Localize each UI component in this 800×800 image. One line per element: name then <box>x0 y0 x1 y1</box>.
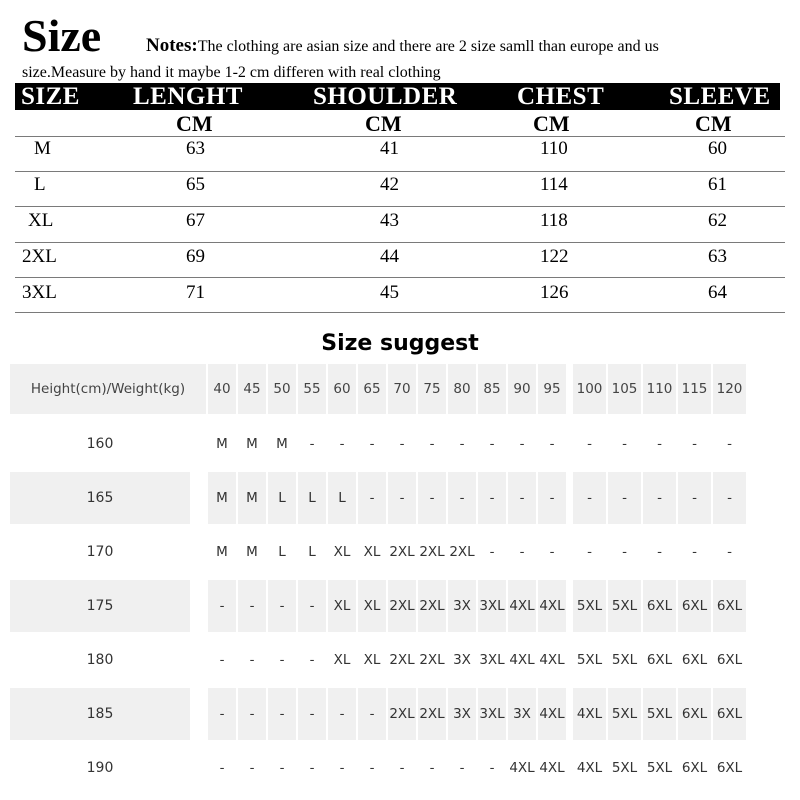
size-suggest-cell: - <box>573 472 606 524</box>
size-suggest-cell: - <box>459 760 465 776</box>
size-suggest-cell: M <box>238 472 266 524</box>
size-suggest-cell: - <box>549 544 555 560</box>
size-suggest-cell: - <box>727 544 732 560</box>
size-suggest-cell: - <box>219 652 225 668</box>
measure-cell: 43 <box>380 210 399 231</box>
weight-header: 120 <box>713 364 746 414</box>
measure-cell: 122 <box>540 246 569 267</box>
size-suggest-cell: 3XL <box>478 580 506 632</box>
size-suggest-cell: 2XL <box>418 580 446 632</box>
size-suggest-cell: - <box>657 436 662 452</box>
size-suggest-cell: 2XL <box>389 544 415 560</box>
table-rule <box>15 206 785 207</box>
size-suggest-cell: - <box>587 544 592 560</box>
measure-cell: 64 <box>708 282 727 303</box>
size-suggest-cell: - <box>692 544 697 560</box>
size-suggest-cell: - <box>549 436 555 452</box>
size-suggest-cell: - <box>309 436 315 452</box>
size-suggest-cell: 4XL <box>538 688 566 740</box>
notes-label: Notes: <box>146 35 198 56</box>
size-suggest-cell: - <box>339 436 345 452</box>
size-suggest-cell: 3X <box>448 688 476 740</box>
size-suggest-cell: 6XL <box>716 760 743 776</box>
notes-line2: size.Measure by hand it maybe 1-2 cm differen with real clothing <box>22 64 441 81</box>
size-suggest-cell: - <box>519 544 525 560</box>
size-suggest-cell: XL <box>328 580 356 632</box>
size-suggest-cell: - <box>279 652 285 668</box>
size-cell: 3XL <box>22 282 57 303</box>
size-suggest-cell: - <box>208 688 236 740</box>
size-suggest-cell: 2XL <box>389 652 415 668</box>
size-suggest-cell: - <box>309 652 315 668</box>
size-suggest-cell: - <box>249 652 255 668</box>
size-suggest-cell: 2XL <box>419 652 445 668</box>
size-suggest-cell: 5XL <box>611 652 638 668</box>
measure-cell: 42 <box>380 174 399 195</box>
size-suggest-cell: XL <box>363 544 381 560</box>
page-title: Size <box>22 10 102 61</box>
size-suggest-cell: 4XL <box>509 760 535 776</box>
measure-cell: 63 <box>186 138 205 159</box>
size-suggest-title: Size suggest <box>321 331 479 356</box>
size-suggest-cell: 4XL <box>508 580 536 632</box>
header-shoulder: SHOULDER <box>313 83 458 110</box>
size-suggest-cell: M <box>208 472 236 524</box>
size-suggest-cell: - <box>249 760 255 776</box>
size-suggest-cell: 5XL <box>608 688 641 740</box>
size-suggest-cell: 6XL <box>678 688 711 740</box>
header-chest: CHEST <box>517 83 605 110</box>
size-suggest-cell: - <box>279 760 285 776</box>
height-label: 165 <box>10 472 190 524</box>
weight-header: 100 <box>573 364 606 414</box>
measure-cell: 110 <box>540 138 568 159</box>
size-suggest-cell: 4XL <box>576 760 603 776</box>
size-suggest-cell: M <box>276 436 288 452</box>
size-suggest-cell: M <box>246 544 258 560</box>
size-suggest-cell: 4XL <box>538 580 566 632</box>
weight-header: 95 <box>538 364 566 414</box>
measure-cell: 60 <box>708 138 727 159</box>
size-suggest-cell: - <box>369 760 375 776</box>
size-suggest-cell: - <box>399 760 405 776</box>
size-suggest-cell: - <box>587 436 592 452</box>
size-suggest-cell: 3XL <box>479 652 505 668</box>
size-suggest-cell: - <box>298 688 326 740</box>
size-suggest-cell: - <box>339 760 345 776</box>
height-label: 190 <box>86 760 114 776</box>
size-suggest-cell: L <box>308 544 316 560</box>
size-suggest-cell: 6XL <box>643 580 676 632</box>
size-suggest-cell: 5XL <box>646 760 673 776</box>
size-cell: 2XL <box>22 246 57 267</box>
weight-header: 105 <box>608 364 641 414</box>
size-suggest-cell: - <box>489 760 495 776</box>
measure-cell: 63 <box>708 246 727 267</box>
size-suggest-cell: - <box>692 436 697 452</box>
notes-text: The clothing are asian size and there are 2 size samll than europe and us <box>197 38 659 55</box>
size-suggest-cell: L <box>298 472 326 524</box>
size-suggest-cell: - <box>208 580 236 632</box>
header-size: SIZE <box>21 83 80 110</box>
height-label: 160 <box>86 436 114 452</box>
table-rule <box>15 136 785 137</box>
size-suggest-cell: 2XL <box>418 688 446 740</box>
size-suggest-cell: 3X <box>448 580 476 632</box>
size-suggest-cell: - <box>238 688 266 740</box>
size-suggest-cell: 6XL <box>678 580 711 632</box>
size-suggest-cell: - <box>219 760 225 776</box>
size-suggest-cell: M <box>216 436 228 452</box>
weight-header: 90 <box>508 364 536 414</box>
size-suggest-cell: 6XL <box>681 652 708 668</box>
size-suggest-cell: 5XL <box>573 580 606 632</box>
measure-cell: 126 <box>540 282 569 303</box>
size-suggest-cell: L <box>328 472 356 524</box>
size-suggest-cell: - <box>678 472 711 524</box>
size-suggest-cell: - <box>388 472 416 524</box>
size-suggest-cell: - <box>608 472 641 524</box>
size-suggest-cell: - <box>657 544 662 560</box>
size-suggest-cell: 6XL <box>681 760 708 776</box>
size-suggest-cell: 2XL <box>419 544 445 560</box>
size-suggest-cell: - <box>508 472 536 524</box>
size-suggest-cell: - <box>268 580 296 632</box>
size-suggest-cell: XL <box>333 544 351 560</box>
height-label: 170 <box>86 544 114 560</box>
unit-chest: CM <box>533 111 570 136</box>
size-suggest-cell: - <box>622 436 627 452</box>
size-suggest-cell: - <box>268 688 296 740</box>
size-suggest-cell: XL <box>333 652 351 668</box>
unit-shoulder: CM <box>365 111 402 136</box>
notes <box>146 36 786 57</box>
size-table-header <box>15 83 780 110</box>
measure-cell: 65 <box>186 174 205 195</box>
size-suggest-cell: 5XL <box>608 580 641 632</box>
size-suggest-cell: 6XL <box>713 688 746 740</box>
size-cell: M <box>34 138 51 159</box>
weight-header: 55 <box>298 364 326 414</box>
size-suggest-cell: 2XL <box>388 580 416 632</box>
table-rule <box>15 242 785 243</box>
size-suggest-cell: 4XL <box>509 652 535 668</box>
weight-header: 65 <box>358 364 386 414</box>
size-suggest-cell: 3XL <box>478 688 506 740</box>
measure-cell: 45 <box>380 282 399 303</box>
size-suggest-cell: - <box>358 472 386 524</box>
size-suggest-cell: - <box>369 436 375 452</box>
size-suggest-cell: - <box>328 688 356 740</box>
size-suggest-cell: L <box>278 544 286 560</box>
measure-cell: 114 <box>540 174 568 195</box>
size-suggest-cell: - <box>429 760 435 776</box>
measure-cell: 44 <box>380 246 399 267</box>
size-suggest-cell: - <box>309 760 315 776</box>
unit-sleeve: CM <box>695 111 732 136</box>
size-suggest-cell: XL <box>363 652 381 668</box>
size-suggest-cell: 5XL <box>576 652 603 668</box>
size-suggest-cell: - <box>459 436 465 452</box>
size-suggest-cell: 2XL <box>388 688 416 740</box>
table-rule <box>15 277 785 278</box>
size-suggest-cell: - <box>538 472 566 524</box>
size-suggest-cell: 5XL <box>643 688 676 740</box>
weight-header: 110 <box>643 364 676 414</box>
size-suggest-cell: - <box>429 436 435 452</box>
size-suggest-cell: - <box>622 544 627 560</box>
measure-cell: 62 <box>708 210 727 231</box>
size-suggest-cell: 3X <box>508 688 536 740</box>
size-suggest-cell: - <box>399 436 405 452</box>
size-suggest-cell: - <box>298 580 326 632</box>
size-suggest-cell: 5XL <box>611 760 638 776</box>
size-suggest-cell: - <box>727 436 732 452</box>
size-cell: L <box>34 174 46 195</box>
weight-header: 40 <box>208 364 236 414</box>
size-suggest-cell: 6XL <box>713 580 746 632</box>
size-suggest-cell: - <box>448 472 476 524</box>
size-suggest-cell: - <box>713 472 746 524</box>
size-suggest-cell: 4XL <box>539 760 565 776</box>
table-rule <box>15 171 785 172</box>
unit-length: CM <box>176 111 213 136</box>
size-suggest-cell: 6XL <box>716 652 743 668</box>
size-suggest-cell: - <box>643 472 676 524</box>
measure-cell: 41 <box>380 138 399 159</box>
weight-header: 115 <box>678 364 711 414</box>
size-suggest-cell: - <box>489 436 495 452</box>
size-suggest-cell: 3X <box>453 652 471 668</box>
size-suggest-cell: 4XL <box>539 652 565 668</box>
size-suggest-cell: - <box>418 472 446 524</box>
header-sleeve: SLEEVE <box>669 83 771 110</box>
header-length: LENGHT <box>133 83 243 110</box>
size-suggest-cell: 4XL <box>573 688 606 740</box>
table-rule <box>15 312 785 313</box>
weight-header: 75 <box>418 364 446 414</box>
size-suggest-cell: 6XL <box>646 652 673 668</box>
weight-header: 60 <box>328 364 356 414</box>
weight-header: 80 <box>448 364 476 414</box>
height-label: 185 <box>10 688 190 740</box>
measure-cell: 61 <box>708 174 727 195</box>
size-suggest-cell: M <box>246 436 258 452</box>
height-label: 180 <box>86 652 114 668</box>
size-suggest-cell: XL <box>358 580 386 632</box>
measure-cell: 71 <box>186 282 205 303</box>
measure-cell: 118 <box>540 210 568 231</box>
measure-cell: 67 <box>186 210 205 231</box>
size-suggest-cell: 2XL <box>449 544 475 560</box>
size-suggest-cell: L <box>268 472 296 524</box>
size-cell: XL <box>28 210 54 231</box>
size-suggest-cell: - <box>358 688 386 740</box>
measure-cell: 69 <box>186 246 205 267</box>
size-suggest-cell: - <box>238 580 266 632</box>
weight-header: 45 <box>238 364 266 414</box>
size-suggest-cell: - <box>478 472 506 524</box>
size-suggest-cell: - <box>489 544 495 560</box>
height-label: 175 <box>10 580 190 632</box>
weight-header: 50 <box>268 364 296 414</box>
weight-header: 70 <box>388 364 416 414</box>
size-suggest-cell: M <box>216 544 228 560</box>
grid-corner-label: Height(cm)/Weight(kg) <box>10 364 206 414</box>
size-suggest-cell: - <box>519 436 525 452</box>
weight-header: 85 <box>478 364 506 414</box>
